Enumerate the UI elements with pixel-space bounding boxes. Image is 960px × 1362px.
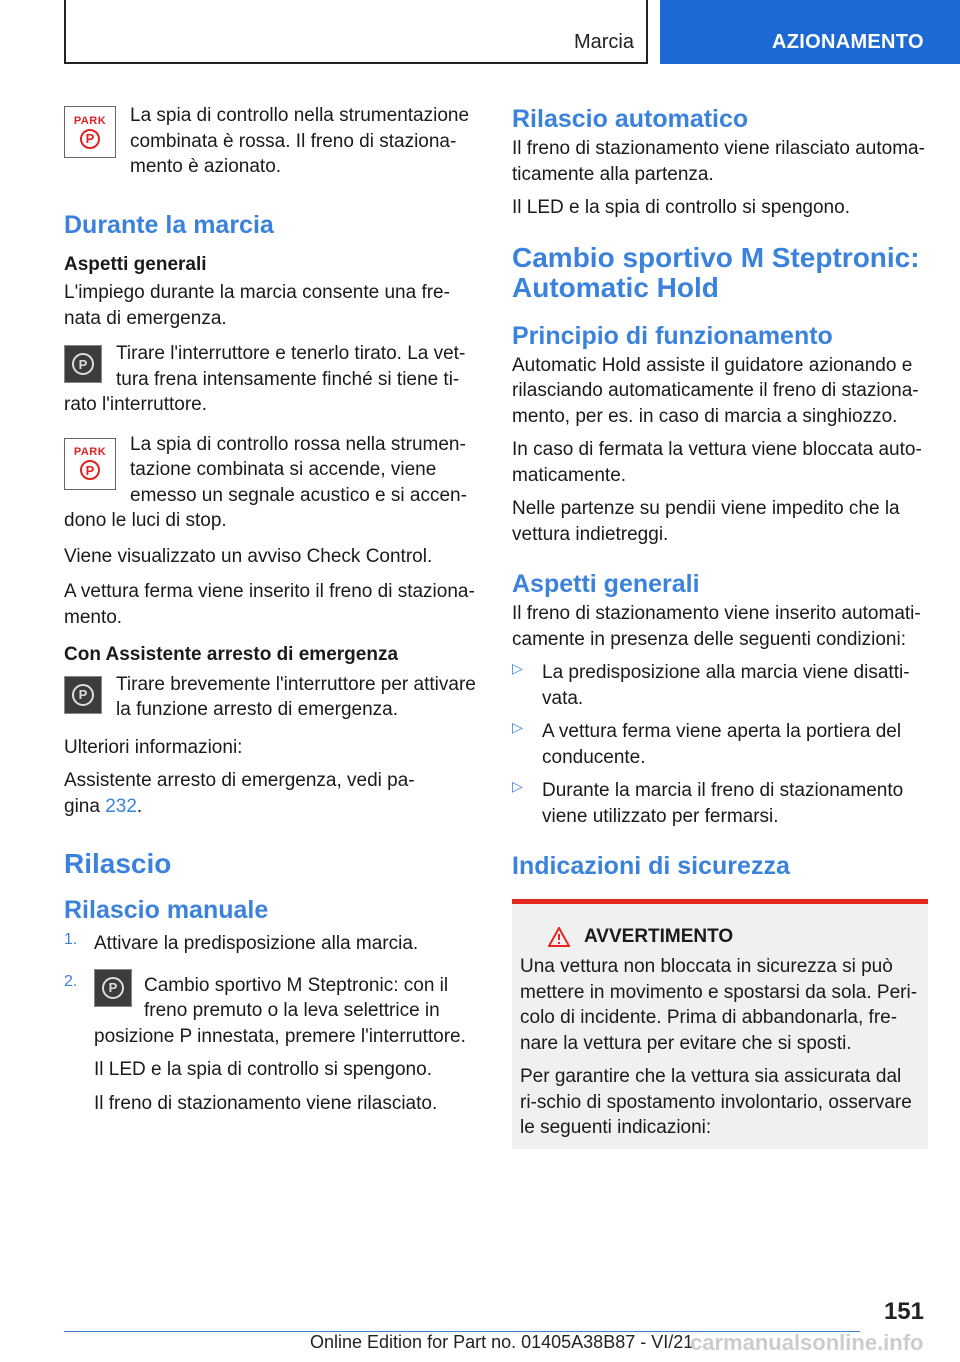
intro-text: La spia di controllo nella strumentazione combinata è rossa. Il freno di staziona-mento è azionato. — [130, 105, 470, 177]
bullet-icon: ▷ — [512, 660, 523, 676]
heading-durante-la-marcia: Durante la marcia — [64, 210, 274, 239]
parking-brake-switch-icon-3: P — [94, 969, 132, 1007]
paragraph-aspetti: Il freno di stazionamento viene inserito automati-camente in presenza delle seguenti condizioni: — [512, 603, 921, 650]
list-item: 2. P Cambio sportivo M Steptronic: con il freno premuto o la leva selettrice in posizione P innestata, premere l'interruttore. Il LED e la spia di controllo si spengono. Il freno di stazionamento viene rilasciato. — [64, 973, 482, 1117]
warning-triangle-icon — [548, 927, 570, 947]
park-brake-red-icon-2: PARK P — [64, 438, 116, 490]
warning-title: AVVERTIMENTO — [520, 926, 920, 948]
paragraph-impiego: L'impiego durante la marcia consente una fre-nata di emergenza. — [64, 282, 450, 329]
footer-edition: Online Edition for Part no. 01405A38B87 - VI/21 — [310, 1332, 694, 1352]
list-item: ▷ La predisposizione alla marcia viene disatti-vata. — [512, 660, 928, 711]
heading-aspetti-generali: Aspetti generali — [512, 570, 700, 598]
heading-cambio-sportivo: Cambio sportivo M Steptronic: Automatic Hold — [512, 241, 920, 303]
paragraph-spia: La spia di controllo rossa nella strumen-tazione combinata si accende, viene emesso un segnale acustico e si accen-dono le luci di stop. — [64, 433, 467, 531]
park-brake-red-icon: PARK P — [64, 106, 116, 158]
header-chapter-tab[interactable]: AZIONAMENTO — [660, 0, 960, 64]
header-section: Marcia — [573, 31, 634, 53]
warning-box — [512, 899, 928, 1149]
paragraph-brevemente: Tirare brevemente l'interruttore per attivare la funzione arresto di emergenza. — [116, 673, 476, 720]
paragraph-principio-2: In caso di fermata la vettura viene bloccata auto-maticamente. — [512, 439, 922, 486]
right-column — [512, 100, 928, 1149]
left-column — [64, 100, 482, 1116]
list-item: ▷ Durante la marcia il freno di stazionamento viene utilizzato per fermarsi. — [512, 778, 928, 829]
heading-sicurezza: Indicazioni di sicurezza — [512, 852, 790, 880]
paragraph-auto-2: Il LED e la spia di controllo si spengono. — [512, 197, 850, 218]
warning-paragraph-2: Per garantire che la vettura sia assicurata dal ri-schio di spostamento involontario, osservare le seguenti indicazioni: — [520, 1066, 912, 1138]
warning-paragraph-1: Una vettura non bloccata in sicurezza si può mettere in movimento e spostarsi da sola. Peri-colo di incidente. Prima di abbandonarla, fre-nare la vettura per evitare che si sposti. — [520, 956, 918, 1054]
paragraph-tirare: Tirare l'interruttore e tenerlo tirato. La vet-tura frena intensamente finché si tiene ti-rato l'interruttore. — [64, 343, 466, 415]
parking-brake-switch-icon: P — [64, 345, 102, 383]
subheading-aspetti-generali: Aspetti generali — [64, 253, 207, 275]
heading-rilascio-manuale: Rilascio manuale — [64, 896, 269, 924]
page-link[interactable]: 232 — [105, 795, 137, 817]
bullet-icon: ▷ — [512, 778, 523, 794]
paragraph-auto-1: Il freno di stazionamento viene rilasciato automa-ticamente alla partenza. — [512, 138, 925, 185]
paragraph-principio-1: Automatic Hold assiste il guidatore azionando e rilasciando automaticamente il freno di staziona-mento, per es. in caso di marcia a singhiozzo. — [512, 354, 919, 427]
list-item: 1. Attivare la predisposizione alla marcia. — [64, 931, 419, 954]
bullet-icon: ▷ — [512, 719, 523, 735]
page-number: 151 — [883, 1298, 924, 1325]
heading-rilascio-automatico: Rilascio automatico — [512, 105, 749, 133]
heading-principio: Principio di funzionamento — [512, 321, 833, 350]
watermark: carmanualsonline.info — [690, 1330, 924, 1355]
subheading-assistente-arresto: Con Assistente arresto di emergenza — [64, 644, 399, 665]
paragraph-vettura-ferma: A vettura ferma viene inserito il freno di staziona-mento. — [64, 581, 475, 628]
heading-rilascio: Rilascio — [64, 848, 172, 879]
paragraph-assistente-ref: Assistente arresto di emergenza, vedi pa-gina 232. — [64, 770, 415, 817]
list-item: ▷ A vettura ferma viene aperta la portiera del conducente. — [512, 719, 928, 770]
parking-brake-switch-icon-2: P — [64, 676, 102, 714]
paragraph-check-control: Viene visualizzato un avviso Check Control. — [64, 545, 433, 567]
paragraph-principio-3: Nelle partenze su pendii viene impedito che la vettura indietreggi. — [512, 498, 900, 545]
paragraph-ulteriori: Ulteriori informazioni: — [64, 736, 243, 758]
